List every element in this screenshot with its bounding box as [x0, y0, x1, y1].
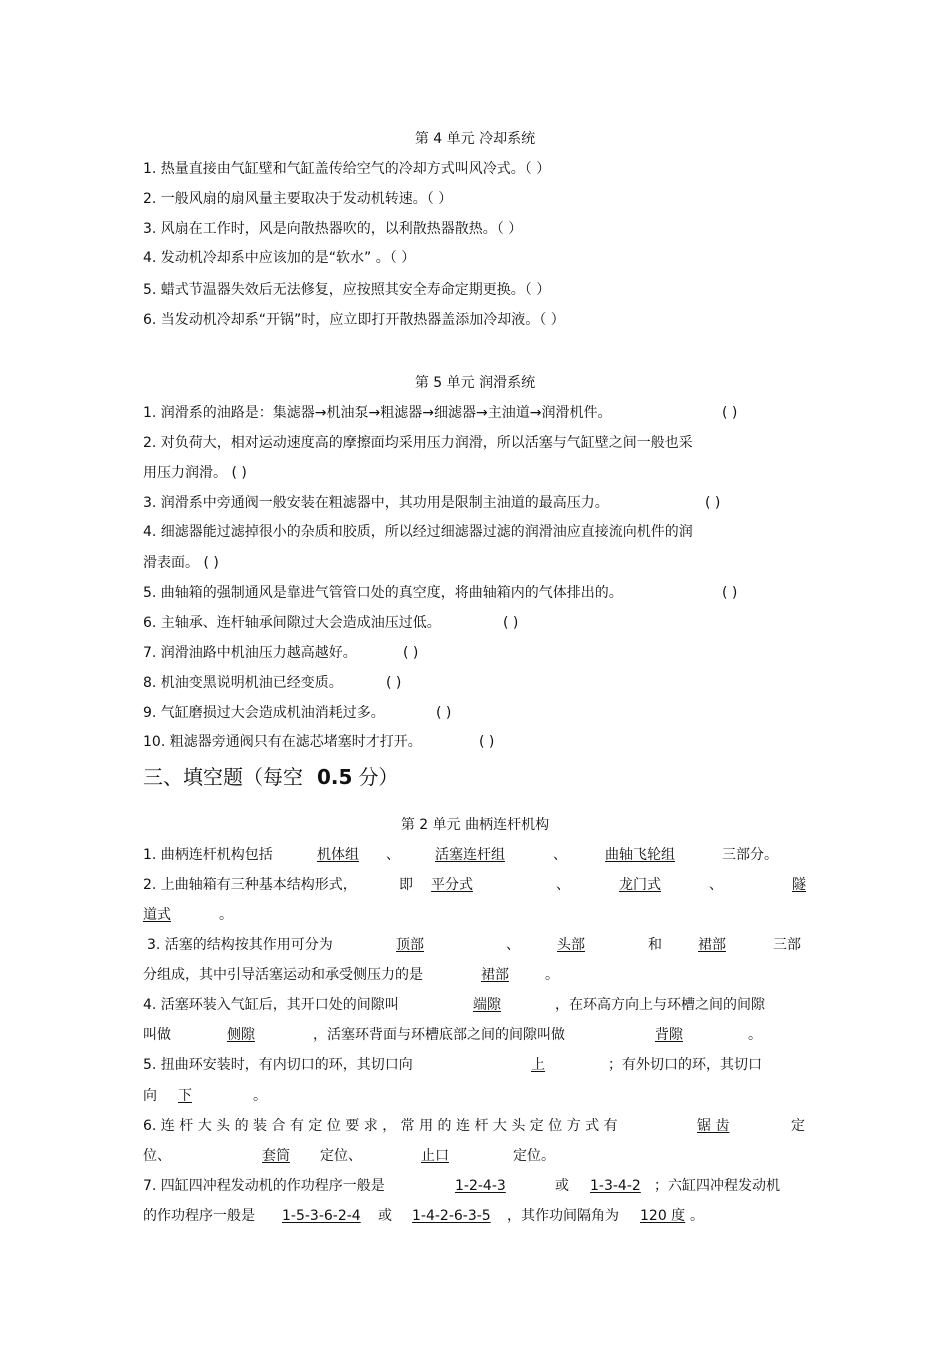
unit4-item-5: 5. 蜡式节温器失效后无法修复，应按照其安全寿命定期更换。（ ）	[143, 282, 551, 298]
unit2-q4-end: 。	[748, 1027, 762, 1043]
unit2-q4-mid: ，在环高方向上与环槽之间的间隙	[555, 997, 765, 1013]
unit5-item-8-mark: ( )	[386, 675, 402, 691]
unit2-q6-post: 定	[791, 1118, 805, 1134]
unit4-item-4: 4. 发动机冷却系中应该加的是“软水” 。（ ）	[143, 250, 416, 266]
unit2-q6-answer-3: 止口	[421, 1148, 449, 1164]
unit2-q5-answer-2: 下	[178, 1088, 192, 1104]
unit4-item-1: 1. 热量直接由气缸壁和气缸盖传给空气的冷却方式叫风冷式。（ ）	[143, 161, 551, 177]
unit2-q7-line2: 的作功程序一般是	[143, 1208, 255, 1224]
unit2-q3-post: 三部	[773, 937, 801, 953]
unit2-q2-sep-1: 、	[556, 877, 570, 893]
unit2-q4-answer-1: 端隙	[473, 997, 501, 1013]
unit2-q5-answer-1: 上	[531, 1057, 545, 1073]
unit2-q3-text: 3. 活塞的结构按其作用可分为	[147, 937, 333, 953]
unit2-q3-end: 。	[545, 967, 559, 983]
unit2-q1-answer-2: 活塞连杆组	[435, 847, 505, 863]
unit2-q7-mid2: ，其作功间隔角为	[507, 1208, 619, 1224]
unit2-q7-mid: ；六缸四冲程发动机	[654, 1178, 780, 1194]
unit2-q7-answer-2: 1-3-4-2	[590, 1178, 641, 1194]
unit2-q5-line2: 向	[143, 1088, 157, 1104]
unit2-q2-sep-2: 、	[709, 877, 723, 893]
unit2-q7-answer-3: 1-5-3-6-2-4	[282, 1208, 361, 1224]
unit2-q1-text: 1. 曲柄连杆机构包括	[143, 847, 273, 863]
unit2-q3-sep-1: 、	[506, 937, 520, 953]
unit5-item-6: 6. 主轴承、连杆轴承间隙过大会造成油压过低。	[143, 615, 441, 631]
unit2-q3-answer-4: 裙部	[481, 967, 509, 983]
unit5-item-6-mark: ( )	[503, 615, 519, 631]
unit2-q7-end: 。	[690, 1208, 704, 1224]
unit5-item-9-mark: ( )	[436, 705, 452, 721]
unit2-q7-or-1: 或	[555, 1178, 569, 1194]
unit2-q3-line2: 分组成，其中引导活塞运动和承受侧压力的是	[143, 967, 423, 983]
unit2-q4-text: 4. 活塞环装入气缸后，其开口处的间隙叫	[143, 997, 399, 1013]
unit2-q3-he: 和	[648, 937, 662, 953]
unit4-title: 第 4 单元 冷却系统	[414, 131, 536, 147]
unit2-title: 第 2 单元 曲柄连杆机构	[400, 817, 550, 833]
unit2-q5-text: 5. 扭曲环安装时，有内切口的环，其切口向	[143, 1057, 413, 1073]
unit2-q1-answer-1: 机体组	[317, 847, 359, 863]
unit2-q6-line2: 位、	[143, 1148, 171, 1164]
unit5-item-10: 10. 粗滤器旁通阀只有在滤芯堵塞时才打开。	[143, 734, 422, 750]
unit2-q1-sep-1: 、	[386, 847, 400, 863]
unit2-q4-mid2: ，活塞环背面与环槽底部之间的间隙叫做	[313, 1027, 565, 1043]
unit5-item-3-mark: ( )	[705, 495, 721, 511]
unit5-item-9: 9. 气缸磨损过大会造成机油消耗过多。	[143, 705, 385, 721]
unit5-item-2-line2: 用压力润滑。 ( )	[143, 465, 247, 481]
unit2-q5-mid: ；有外切口的环，其切口	[608, 1057, 762, 1073]
unit2-q3-answer-1: 顶部	[396, 937, 424, 953]
unit2-q6-answer-1: 锯 齿	[697, 1118, 730, 1134]
unit5-item-4-line2: 滑表面。 ( )	[143, 555, 219, 571]
unit2-q4-answer-3: 背隙	[655, 1027, 683, 1043]
unit2-q4-answer-2: 侧隙	[227, 1027, 255, 1043]
unit2-q2-answer-3b: 道式	[143, 907, 171, 923]
unit2-q1-answer-3: 曲轴飞轮组	[605, 847, 675, 863]
unit2-q6-text: 6. 连 杆 大 头 的 装 合 有 定 位 要 求 ， 常 用 的 连 杆 大 头 定 位 方 式 有	[143, 1118, 618, 1134]
unit2-q7-or-2: 或	[378, 1208, 392, 1224]
unit2-q2-answer-3a: 隧	[792, 877, 806, 893]
unit2-q6-mid: 定位、	[320, 1148, 362, 1164]
unit5-item-10-mark: ( )	[479, 734, 495, 750]
unit2-q7-text: 7. 四缸四冲程发动机的作功程序一般是	[143, 1178, 385, 1194]
unit2-q7-answer-1: 1-2-4-3	[455, 1178, 506, 1194]
unit2-q2-answer-1: 平分式	[431, 877, 473, 893]
unit2-q3-answer-2: 头部	[557, 937, 585, 953]
unit5-item-4-line1: 4. 细滤器能过滤掉很小的杂质和胶质，所以经过细滤器过滤的润滑油应直接流向机件的润	[143, 524, 693, 540]
unit2-q2-text: 2. 上曲轴箱有三种基本结构形式，	[143, 877, 357, 893]
unit2-q2-ji: 即	[399, 877, 413, 893]
unit5-item-5: 5. 曲轴箱的强制通风是靠进气管管口处的真空度，将曲轴箱内的气体排出的。	[143, 585, 623, 601]
unit2-q5-end: 。	[253, 1088, 267, 1104]
unit5-title: 第 5 单元 润滑系统	[414, 375, 536, 391]
unit2-q7-answer-4: 1-4-2-6-3-5	[412, 1208, 491, 1224]
unit5-item-3: 3. 润滑系中旁通阀一般安装在粗滤器中，其功用是限制主油道的最高压力。	[143, 495, 609, 511]
unit5-item-1-mark: ( )	[722, 405, 738, 421]
section3-title: 三、填空题（每空 0.5 分）	[143, 765, 399, 789]
unit5-item-1: 1. 润滑系的油路是：集滤器→机油泵→粗滤器→细滤器→主油道→润滑机件。	[143, 405, 612, 421]
unit2-q6-end: 定位。	[513, 1148, 555, 1164]
unit5-item-7: 7. 润滑油路中机油压力越高越好。	[143, 645, 357, 661]
unit2-q2-answer-2: 龙门式	[619, 877, 661, 893]
unit2-q7-answer-5: 120 度	[640, 1208, 686, 1224]
unit5-item-8: 8. 机油变黑说明机油已经变质。	[143, 675, 343, 691]
unit2-q1-post: 三部分。	[722, 847, 778, 863]
unit2-q6-answer-2: 套筒	[262, 1148, 290, 1164]
unit5-item-7-mark: ( )	[403, 645, 419, 661]
unit5-item-5-mark: ( )	[722, 585, 738, 601]
unit2-q1-sep-2: 、	[553, 847, 567, 863]
unit2-q3-answer-3: 裙部	[698, 937, 726, 953]
unit4-item-6: 6. 当发动机冷却系“开锅”时，应立即打开散热器盖添加冷却液。（ ）	[143, 312, 565, 328]
unit2-q2-post: 。	[219, 907, 233, 923]
unit4-item-3: 3. 风扇在工作时，风是向散热器吹的，以利散热器散热。（ ）	[143, 221, 523, 237]
unit4-item-2: 2. 一般风扇的扇风量主要取决于发动机转速。（ ）	[143, 191, 453, 207]
unit5-item-2-line1: 2. 对负荷大，相对运动速度高的摩擦面均采用压力润滑，所以活塞与气缸壁之间一般也采	[143, 435, 693, 451]
unit2-q4-line2: 叫做	[143, 1027, 171, 1043]
